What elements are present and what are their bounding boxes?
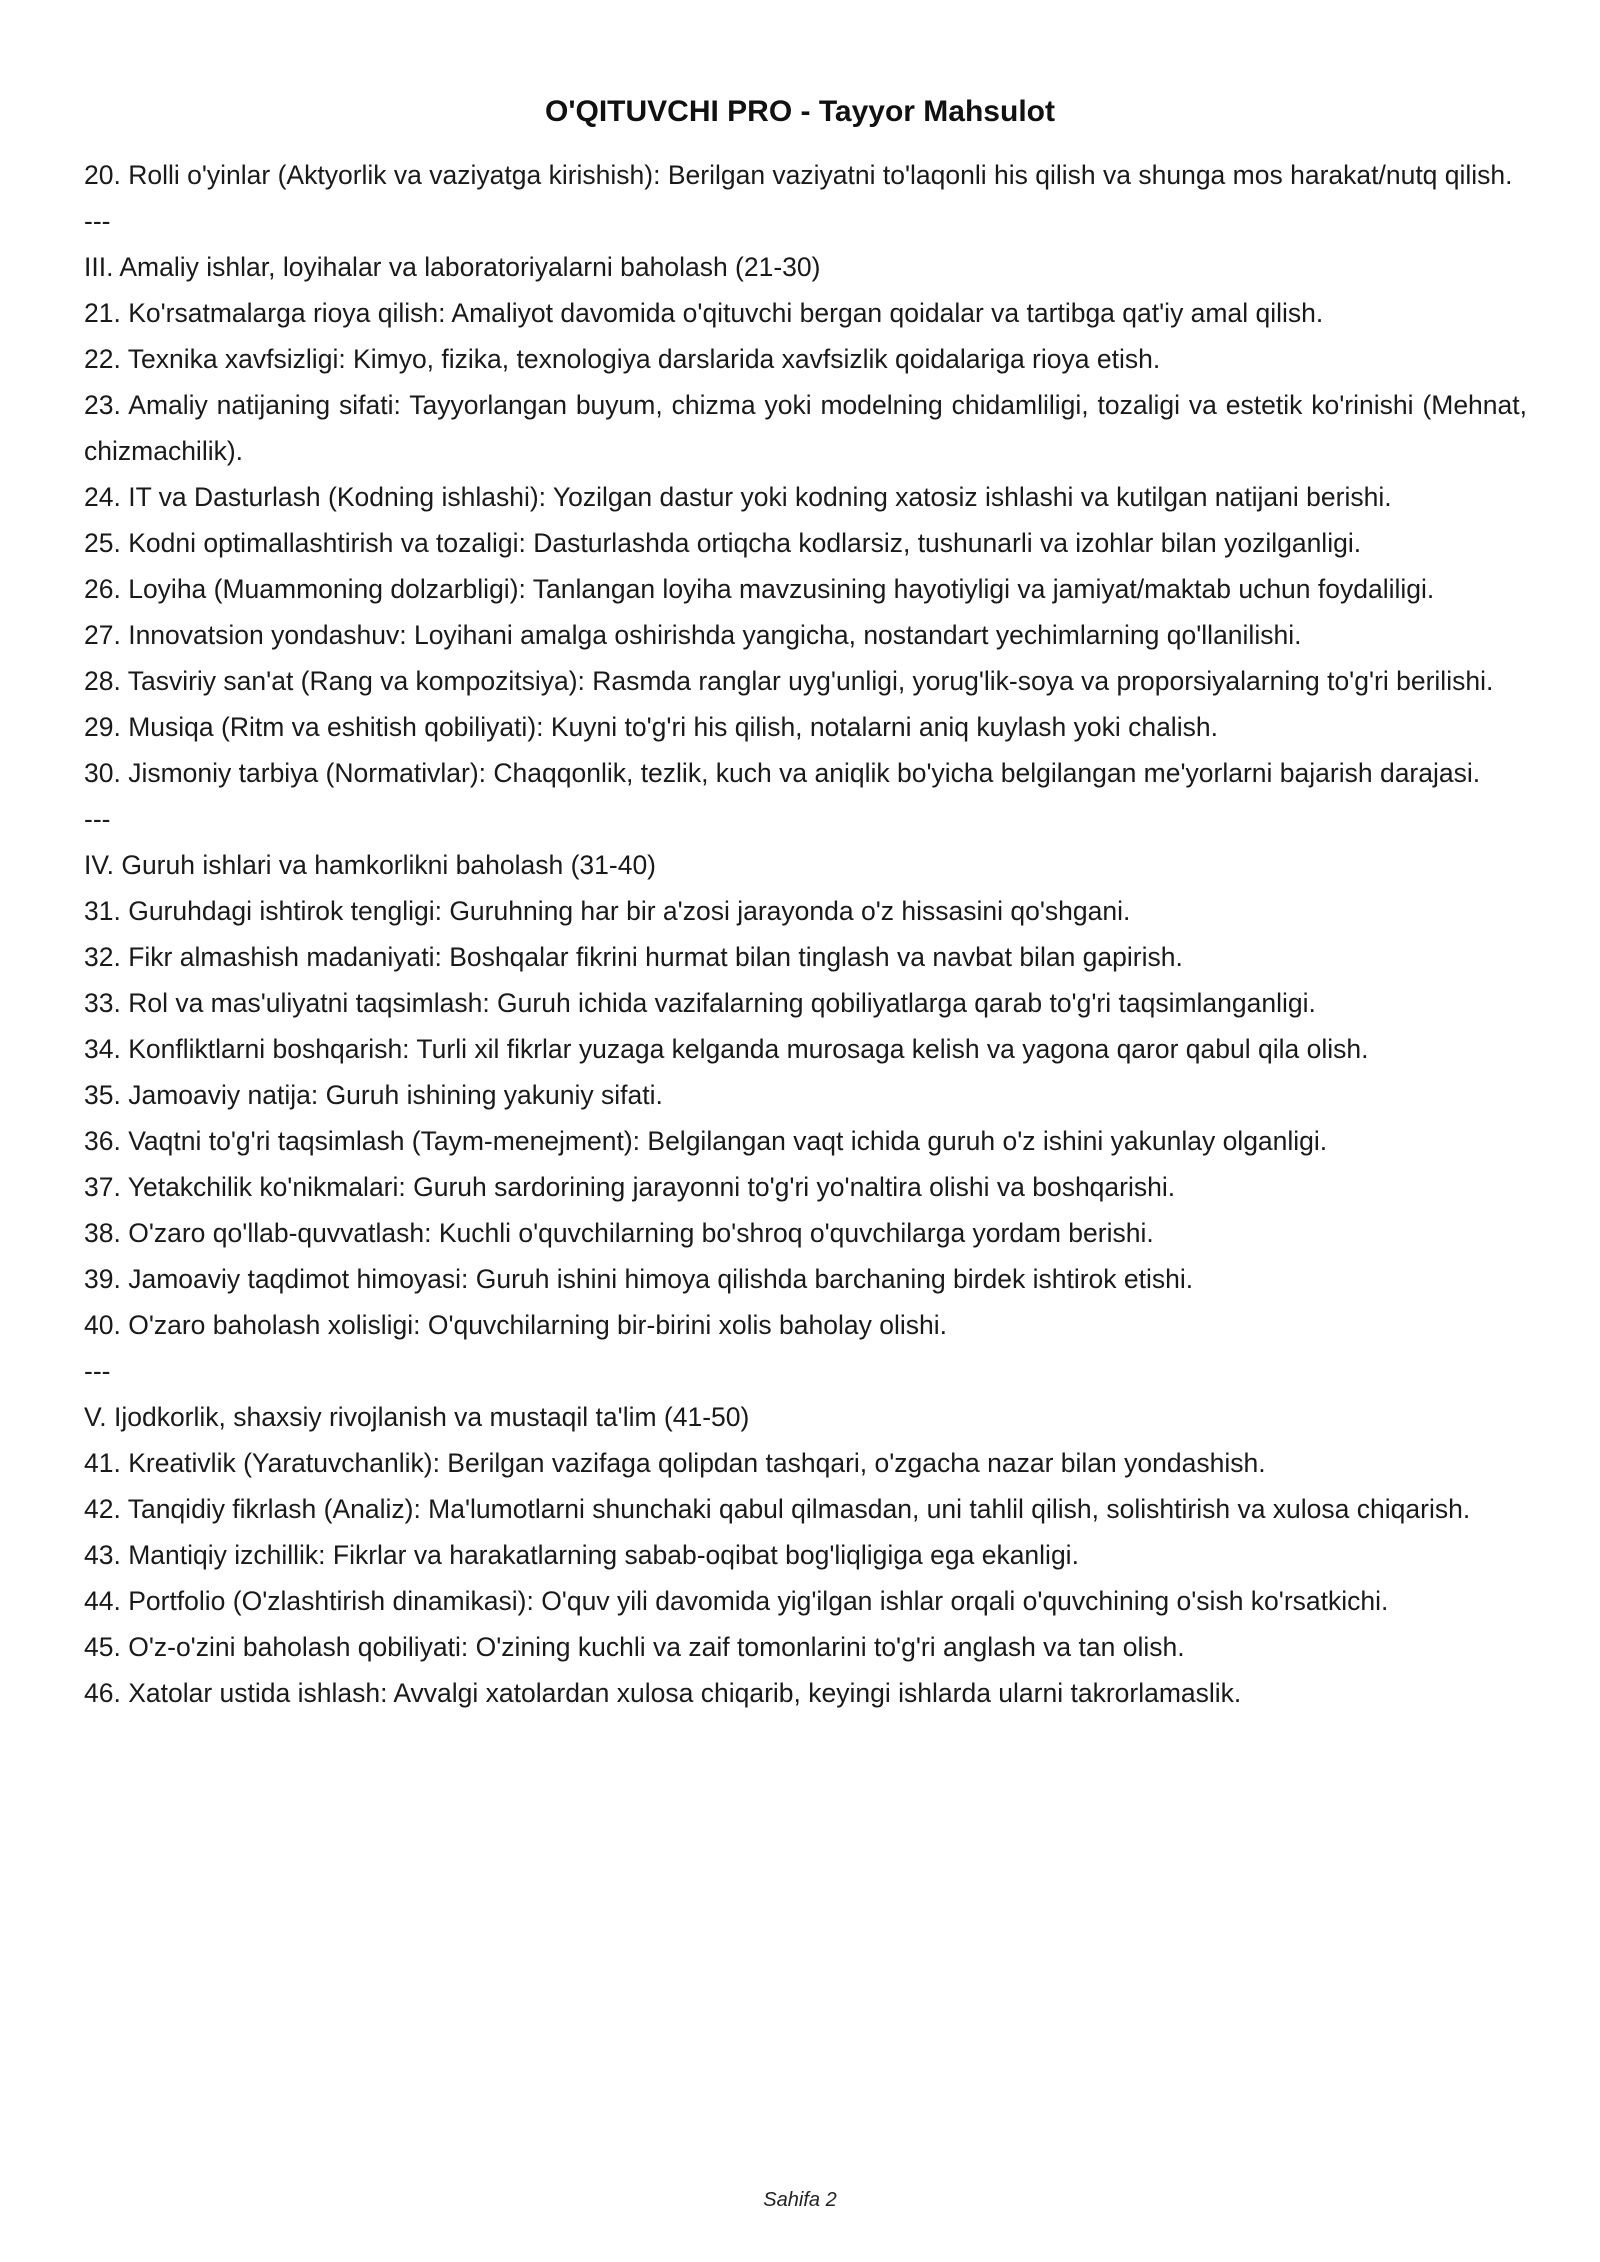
list-item: 25. Kodni optimallashtirish va tozaligi: Dasturlashda ortiqcha kodlarsiz, tushunarli va izohlar bilan yozilganligi. bbox=[84, 528, 1362, 558]
list-item: 23. Amaliy natijaning sifati: Tayyorlangan buyum, chizma yoki modelning chidamliligi, tozaligi va estetik ko'rinishi (Mehnat, chizmachilik). bbox=[84, 390, 1527, 466]
section-heading: V. Ijodkorlik, shaxsiy rivojlanish va mustaqil ta'lim (41-50) bbox=[84, 1402, 750, 1432]
section-heading: IV. Guruh ishlari va hamkorlikni baholash (31-40) bbox=[84, 850, 657, 880]
page-title: O'QITUVCHI PRO - Tayyor Mahsulot bbox=[545, 95, 1055, 128]
list-item: 31. Guruhdagi ishtirok tengligi: Guruhning har bir a'zosi jarayonda o'z hissasini qo'shgani. bbox=[84, 896, 1131, 926]
list-item: 40. O'zaro baholash xolisligi: O'quvchilarning bir-birini xolis baholay olishi. bbox=[84, 1310, 947, 1340]
list-item: 36. Vaqtni to'g'ri taqsimlash (Taym-menejment): Belgilangan vaqt ichida guruh o'z ishini yakunlay olganligi. bbox=[84, 1126, 1328, 1156]
list-item: 24. IT va Dasturlash (Kodning ishlashi): Yozilgan dastur yoki kodning xatosiz ishlashi va kutilgan natijani berishi. bbox=[84, 482, 1392, 512]
list-item: 28. Tasviriy san'at (Rang va kompozitsiya): Rasmda ranglar uyg'unligi, yorug'lik-soya va proporsiyalarning to'g'ri berilishi. bbox=[84, 666, 1494, 696]
section-separator: --- bbox=[84, 1356, 111, 1386]
list-item: 26. Loyiha (Muammoning dolzarbligi): Tanlangan loyiha mavzusining hayotiyligi va jamiyat/maktab uchun foydaliligi. bbox=[84, 574, 1435, 604]
list-item: 39. Jamoaviy taqdimot himoyasi: Guruh ishini himoya qilishda barchaning birdek ishtirok etishi. bbox=[84, 1264, 1194, 1294]
list-item: 42. Tanqidiy fikrlash (Analiz): Ma'lumotlarni shunchaki qabul qilmasdan, uni tahlil qilish, solishtirish va xulosa chiqarish. bbox=[84, 1494, 1471, 1524]
list-item: 44. Portfolio (O'zlashtirish dinamikasi): O'quv yili davomida yig'ilgan ishlar orqali o'quvchining o'sish ko'rsatkichi. bbox=[84, 1586, 1389, 1616]
list-item: 37. Yetakchilik ko'nikmalari: Guruh sardorining jarayonni to'g'ri yo'naltira olishi va boshqarishi. bbox=[84, 1172, 1176, 1202]
list-item: 41. Kreativlik (Yaratuvchanlik): Berilgan vazifaga qolipdan tashqari, o'zgacha nazar bilan yondashish. bbox=[84, 1448, 1266, 1478]
list-item: 35. Jamoaviy natija: Guruh ishining yakuniy sifati. bbox=[84, 1080, 663, 1110]
list-item: 45. O'z-o'zini baholash qobiliyati: O'zining kuchli va zaif tomonlarini to'g'ri anglash va tan olish. bbox=[84, 1632, 1185, 1662]
list-item: 32. Fikr almashish madaniyati: Boshqalar fikrini hurmat bilan tinglash va navbat bilan gapirish. bbox=[84, 942, 1183, 972]
page-number: Sahifa 2 bbox=[763, 2189, 837, 2211]
list-item: 27. Innovatsion yondashuv: Loyihani amalga oshirishda yangicha, nostandart yechimlarning qo'llanilishi. bbox=[84, 620, 1302, 650]
list-item: 43. Mantiqiy izchillik: Fikrlar va harakatlarning sabab-oqibat bog'liqligiga ega ekanligi. bbox=[84, 1540, 1079, 1570]
list-item: 30. Jismoniy tarbiya (Normativlar): Chaqqonlik, tezlik, kuch va aniqlik bo'yicha belgilangan me'yorlarni bajarish darajasi. bbox=[84, 758, 1481, 788]
list-item: 22. Texnika xavfsizligi: Kimyo, fizika, texnologiya darslarida xavfsizlik qoidalariga rioya etish. bbox=[84, 344, 1161, 374]
list-item: 33. Rol va mas'uliyatni taqsimlash: Guruh ichida vazifalarning qobiliyatlarga qarab to'g'ri taqsimlanganligi. bbox=[84, 988, 1316, 1018]
section-separator: --- bbox=[84, 804, 111, 834]
list-item: 46. Xatolar ustida ishlash: Avvalgi xatolardan xulosa chiqarib, keyingi ishlarda ularni takrorlamaslik. bbox=[84, 1678, 1242, 1708]
list-item: 21. Ko'rsatmalarga rioya qilish: Amaliyot davomida o'qituvchi bergan qoidalar va tartibga qat'iy amal qilish. bbox=[84, 298, 1324, 328]
list-item: 38. O'zaro qo'llab-quvvatlash: Kuchli o'quvchilarning bo'shroq o'quvchilarga yordam berishi. bbox=[84, 1218, 1154, 1248]
list-item: 34. Konfliktlarni boshqarish: Turli xil fikrlar yuzaga kelganda murosaga kelish va yagona qaror qabul qila olish. bbox=[84, 1034, 1369, 1064]
section-separator: --- bbox=[84, 206, 111, 236]
list-item: 29. Musiqa (Ritm va eshitish qobiliyati): Kuyni to'g'ri his qilish, notalarni aniq kuylash yoki chalish. bbox=[84, 712, 1218, 742]
document-body bbox=[84, 152, 1527, 1716]
section-heading: III. Amaliy ishlar, loyihalar va laboratoriyalarni baholash (21-30) bbox=[84, 252, 821, 282]
list-item: 20. Rolli o'yinlar (Aktyorlik va vaziyatga kirishish): Berilgan vaziyatni to'laqonli his qilish va shunga mos harakat/nutq qilish. bbox=[84, 160, 1513, 190]
